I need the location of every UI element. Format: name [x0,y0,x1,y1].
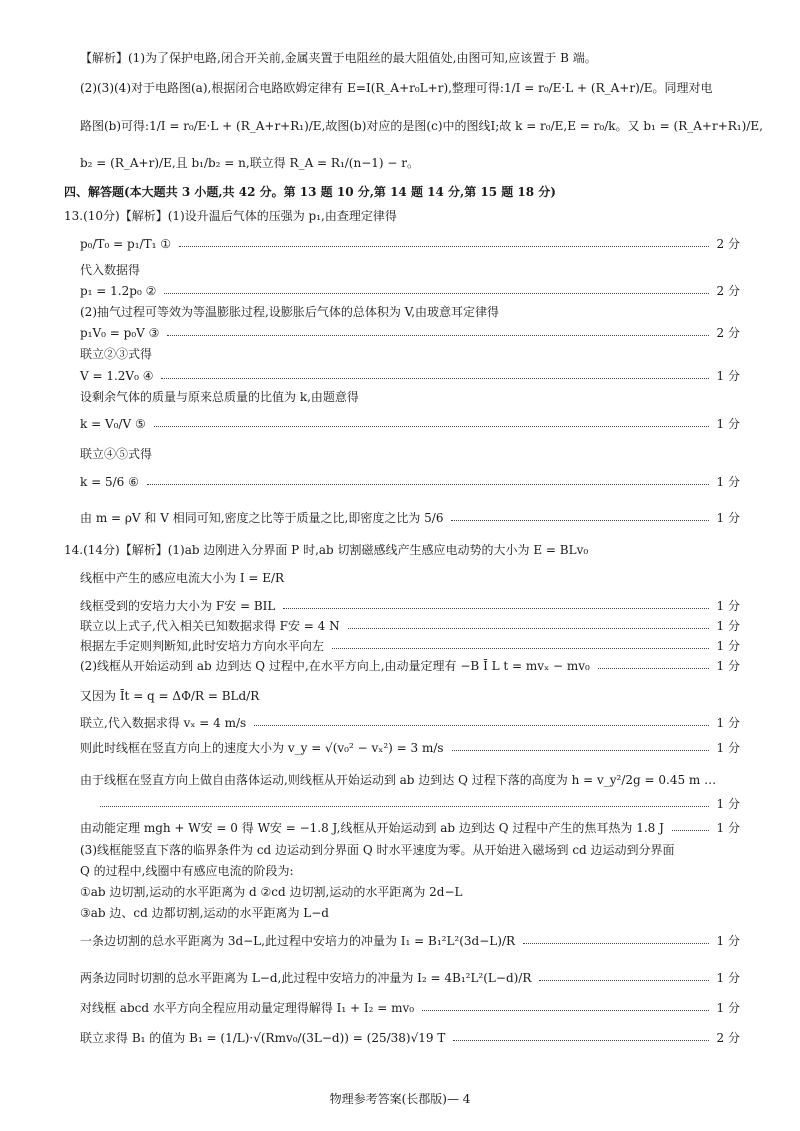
q13-eq-5-text: k = V₀/V ⑤ [80,417,146,431]
q13-eq-7 [80,510,740,526]
score: 1 分 [716,619,740,633]
score: 1 分 [716,971,740,985]
q14-eq-4 [80,658,740,674]
q14-eq-3 [80,638,740,654]
q13-eq-6 [80,474,740,490]
leader-dots [332,648,709,649]
q14-eq-10-text: 两条边同时切割的总水平距离为 L−d,此过程中安培力的冲量为 I₂ = 4B₁²L²(L−d)/R [80,971,532,985]
q14-line-3: 由于线框在竖直方向上做自由落体运动,则线框从开始运动到 ab 边到达 Q 过程下落的高度为 h = v_y²/2g = 0.45 m … [80,773,717,787]
section-heading: 四、解答题(本大题共 3 小题,共 42 分。第 13 题 10 分,第 14 题 14 分,第 15 题 18 分) [64,185,556,199]
q13-text-5: 联立④⑤式得 [80,447,153,461]
q13-eq-4 [80,368,740,384]
leader-dots [161,378,708,379]
leader-dots [598,668,709,669]
score: 1 分 [716,716,740,730]
leader-dots [348,628,709,629]
q13-eq-4-text: V = 1.2V₀ ④ [80,369,154,383]
score: 1 分 [716,639,740,653]
q14-eq-5 [80,715,740,731]
q13-eq-2 [80,283,740,299]
q14-eq-9 [80,933,740,949]
q14-eq-8-text: 由动能定理 mgh + W安 = 0 得 W安 = −1.8 J,线框从开始运动到 ab 边到达 Q 过程中产生的焦耳热为 1.8 J [80,821,664,835]
leader-dots [451,520,708,521]
q14-line-5: Q 的过程中,线圈中有感应电流的阶段为: [80,864,294,878]
q14-eq-1 [80,598,740,614]
leader-dots [452,750,709,751]
q13-eq-3 [80,325,740,341]
q14-line-2: 又因为 Īt = q = ΔΦ/R = BLd/R [80,689,260,703]
q14-eq-7 [92,796,740,812]
q13-eq-1 [80,236,740,252]
page-footer: 物理参考答案(长郡版)— 4 [329,1092,471,1106]
analysis-line-2: (2)(3)(4)对于电路图(a),根据闭合电路欧姆定律有 E=I(R_A+r₀L+r),整理可得:1/I = r₀/E·L + (R_A+r)/E。同理对电 [80,81,713,95]
leader-dots [453,1040,708,1041]
score: 2 分 [716,1031,740,1045]
score: 1 分 [716,659,740,673]
q14-eq-2-text: 联立以上式子,代入相关已知数据求得 F安 = 4 N [80,619,340,633]
score: 1 分 [716,599,740,613]
q14-eq-4-text: (2)线框从开始运动到 ab 边到达 Q 过程中,在水平方向上,由动量定理有 −B Ī L t = mvₓ − mv₀ [80,659,590,673]
q14-eq-11 [80,1000,740,1016]
q14-eq-6-text: 则此时线框在竖直方向上的速度大小为 v_y = √(v₀² − vₓ²) = 3 m/s [80,741,444,755]
analysis-line-3: 路图(b)可得:1/I = r₀/E·L + (R_A+r+R₁)/E,故图(b)对应的是图(c)中的图线Ⅰ;故 k = r₀/E,E = r₀/k。又 b₁ = (R_A+r+R₁)/E, [80,119,763,133]
leader-dots [167,335,708,336]
q14-heading: 14.(14分)【解析】(1)ab 边刚进入分界面 P 时,ab 切割磁感线产生感应电动势的大小为 E = BLv₀ [64,543,589,557]
q14-eq-1-text: 线框受到的安培力大小为 F安 = BIL [80,599,276,613]
q13-heading: 13.(10分)【解析】(1)设升温后气体的压强为 p₁,由查理定律得 [64,209,397,223]
q14-line-4: (3)线框能竖直下落的临界条件为 cd 边运动到分界面 Q 时水平速度为零。从开始进入磁场到 cd 边运动到分界面 [80,843,675,857]
q14-line-1: 线框中产生的感应电流大小为 I = E/R [80,571,285,585]
q14-eq-8 [80,820,740,836]
leader-dots [283,608,708,609]
q14-eq-9-text: 一条边切割的总水平距离为 3d−L,此过程中安培力的冲量为 I₁ = B₁²L²(3d−L)/R [80,934,516,948]
q14-line-7: ③ab 边、cd 边都切割,运动的水平距离为 L−d [80,906,329,920]
q13-eq-5 [80,416,740,432]
q14-eq-6 [80,740,740,756]
score: 1 分 [716,511,740,525]
q14-eq-12 [80,1030,740,1046]
analysis-line-1: 【解析】(1)为了保护电路,闭合开关前,金属夹置于电阻丝的最大阻值处,由图可知,应该置于 B 端。 [80,51,597,65]
q14-eq-11-text: 对线框 abcd 水平方向全程应用动量定理得解得 I₁ + I₂ = mv₀ [80,1001,415,1015]
q14-eq-2 [80,618,740,634]
q13-text-1: 代入数据得 [80,263,141,277]
q13-eq-6-text: k = 5/6 ⑥ [80,475,139,489]
score: 2 分 [716,237,740,251]
leader-dots [154,426,709,427]
q13-eq-7-text: 由 m = ρV 和 V 相同可知,密度之比等于质量之比,即密度之比为 5/6 [80,511,444,525]
q14-eq-3-text: 根据左手定则判断知,此时安培力方向水平向左 [80,639,324,653]
score: 1 分 [716,417,740,431]
score: 1 分 [716,369,740,383]
score: 1 分 [716,821,740,835]
q13-eq-3-text: p₁V₀ = p₀V ③ [80,326,160,340]
leader-dots [100,806,709,807]
score: 1 分 [716,741,740,755]
q14-line-6: ①ab 边切割,运动的水平距离为 d ②cd 边切割,运动的水平距离为 2d−L [80,885,463,899]
leader-dots [164,293,708,294]
leader-dots [179,246,709,247]
q13-eq-2-text: p₁ = 1.2p₀ ② [80,284,157,298]
score: 1 分 [716,1001,740,1015]
q13-eq-1-text: p₀/T₀ = p₁/T₁ ① [80,237,171,251]
q13-text-4: 设剩余气体的质量与原来总质量的比值为 k,由题意得 [80,390,359,404]
leader-dots [672,830,709,831]
q13-text-2: (2)抽气过程可等效为等温膨胀过程,设膨胀后气体的总体积为 V,由玻意耳定律得 [80,305,500,319]
leader-dots [523,943,709,944]
leader-dots [539,980,708,981]
score: 1 分 [716,475,740,489]
leader-dots [422,1010,708,1011]
score: 1 分 [716,797,740,811]
score: 2 分 [716,284,740,298]
q14-eq-12-text: 联立求得 B₁ 的值为 B₁ = (1/L)·√(Rmv₀/(3L−d)) = (25/38)√19 T [80,1031,446,1045]
score: 1 分 [716,934,740,948]
leader-dots [254,725,708,726]
leader-dots [147,484,709,485]
score: 2 分 [716,326,740,340]
q14-eq-10 [80,970,740,986]
q14-eq-5-text: 联立,代入数据求得 vₓ = 4 m/s [80,716,247,730]
q13-text-3: 联立②③式得 [80,347,153,361]
analysis-line-4: b₂ = (R_A+r)/E,且 b₁/b₂ = n,联立得 R_A = R₁/(n−1) − r。 [80,156,420,170]
